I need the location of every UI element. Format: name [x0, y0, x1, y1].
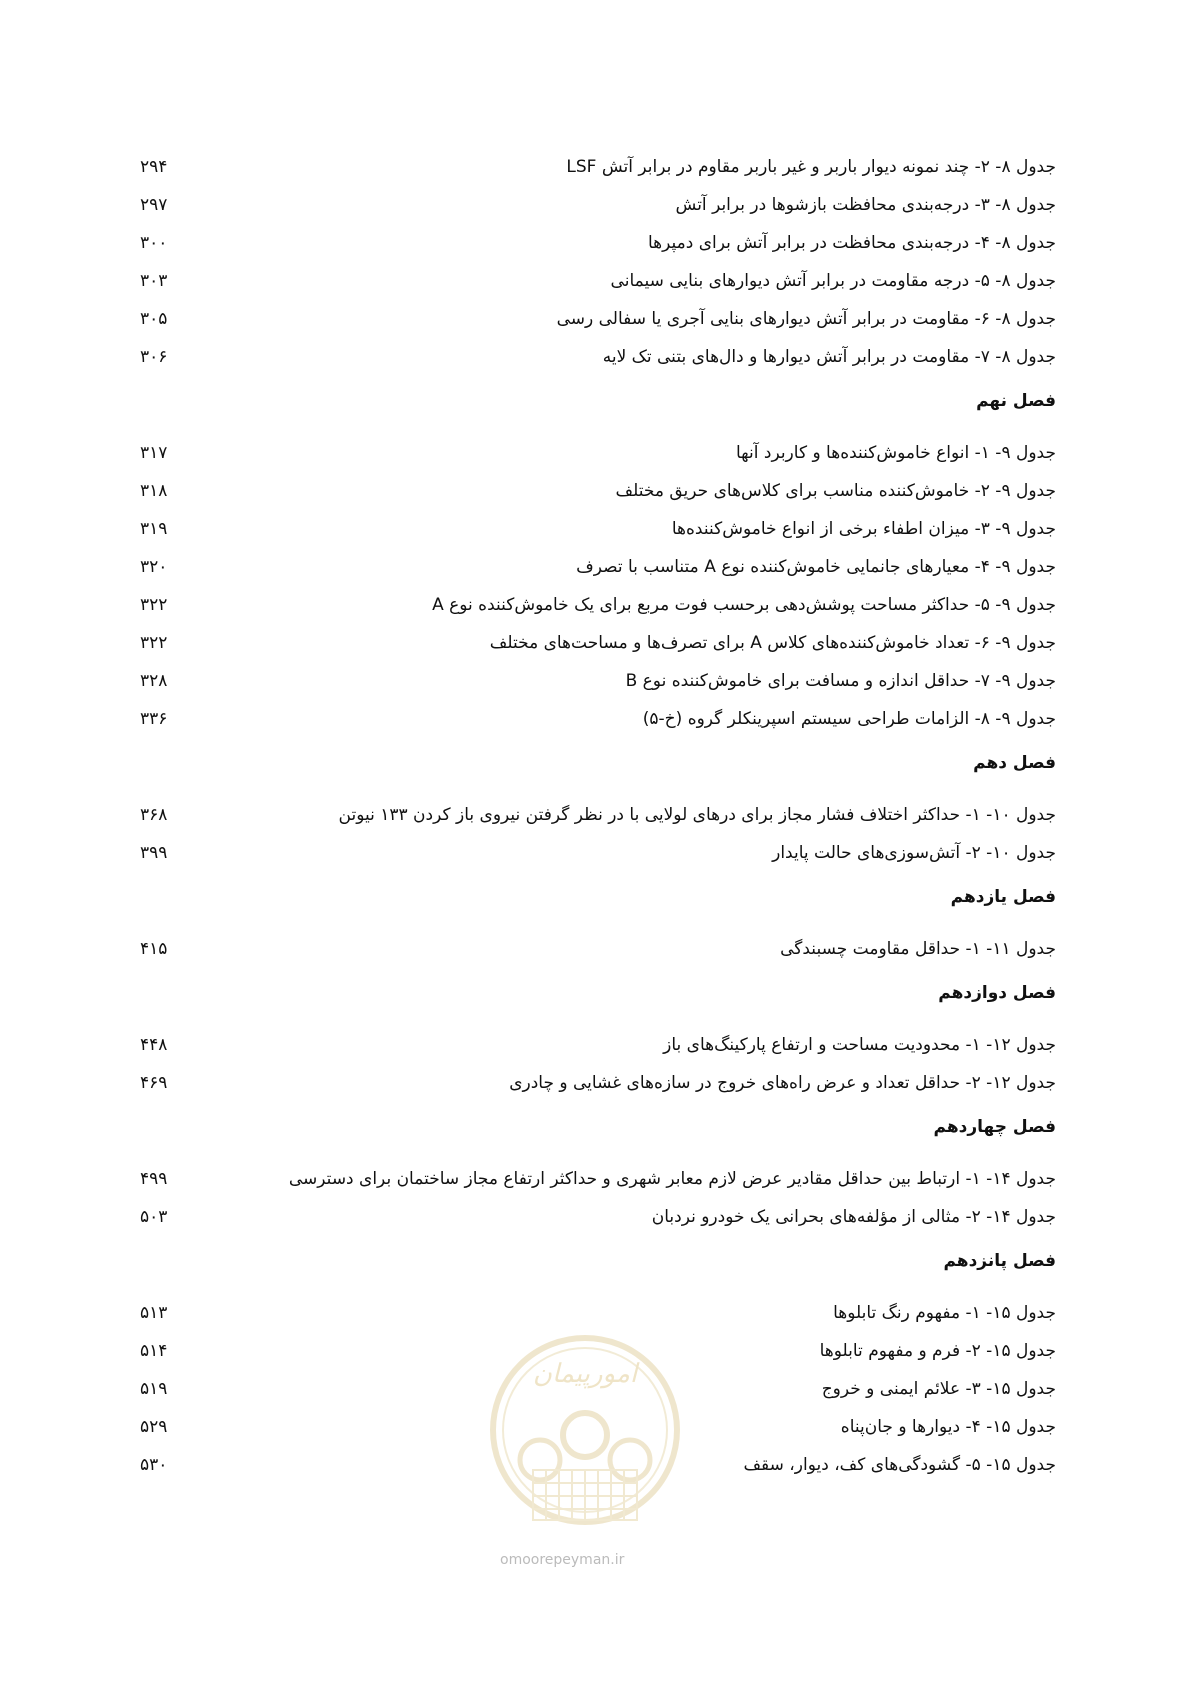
toc-entry-page: ۲۹۷ — [140, 195, 168, 215]
toc-entry-title: جدول ۸- ۲- چند نمونه دیوار باربر و غیر باربر مقاوم در برابر آتش LSF — [566, 157, 1056, 177]
toc-entry[interactable] — [140, 472, 1056, 510]
toc-entry[interactable] — [140, 930, 1056, 968]
toc-entry-page: ۲۹۴ — [140, 157, 168, 177]
toc-entry-title: جدول ۹- ۲- خاموش‌کننده مناسب برای کلاس‌های حریق مختلف — [615, 481, 1056, 501]
toc-entry-page: ۳۲۰ — [140, 557, 168, 577]
toc-entry-title: جدول ۸- ۳- درجه‌بندی محافظت بازشوها در برابر آتش — [675, 195, 1056, 215]
toc-entry-page: ۳۳۶ — [140, 709, 168, 729]
toc-entry[interactable] — [140, 510, 1056, 548]
toc-entry-title: جدول ۹- ۵- حداکثر مساحت پوشش‌دهی برحسب فوت مربع برای یک خاموش‌کننده نوع A — [432, 595, 1056, 615]
toc-section — [140, 744, 1056, 872]
toc-entry[interactable] — [140, 224, 1056, 262]
toc-entry-page: ۳۰۳ — [140, 271, 168, 291]
toc-entry-title: جدول ۹- ۱- انواع خاموش‌کننده‌ها و کاربرد آنها — [736, 443, 1056, 463]
svg-text:امورپیمان: امورپیمان — [532, 1359, 638, 1389]
toc-entry[interactable] — [140, 834, 1056, 872]
toc-entry[interactable] — [140, 300, 1056, 338]
watermark-url: omoorepeyman.ir — [500, 1552, 625, 1568]
toc-entry[interactable] — [140, 1064, 1056, 1102]
toc-entry-page: ۵۱۴ — [140, 1341, 168, 1361]
toc-entry-title: جدول ۱۴- ۲- مثالی از مؤلفه‌های بحرانی یک خودرو نردبان — [651, 1207, 1056, 1227]
toc-entry-title: جدول ۹- ۳- میزان اطفاء برخی از انواع خاموش‌کننده‌ها — [671, 519, 1056, 539]
toc-entry-page: ۳۲۲ — [140, 633, 168, 653]
toc-entry[interactable] — [140, 1026, 1056, 1064]
toc-entry-title: جدول ۸- ۶- مقاومت در برابر آتش دیوارهای بنایی آجری یا سفالی رسی — [556, 309, 1056, 329]
toc-entry-page: ۳۰۰ — [140, 233, 168, 253]
toc-entry-title: جدول ۱۵- ۳- علائم ایمنی و خروج — [821, 1379, 1056, 1399]
toc-entry-page: ۴۱۵ — [140, 939, 168, 959]
toc-section — [140, 878, 1056, 968]
toc-entry[interactable] — [140, 1198, 1056, 1236]
toc-entry-title: جدول ۹- ۴- معیارهای جانمایی خاموش‌کننده نوع A متناسب با تصرف — [576, 557, 1056, 577]
toc-entry-title: جدول ۱۵- ۵- گشودگی‌های کف، دیوار، سقف — [743, 1455, 1056, 1475]
toc-entry-title: جدول ۱۵- ۲- فرم و مفهوم تابلوها — [819, 1341, 1056, 1361]
toc-entry[interactable] — [140, 338, 1056, 376]
toc-entry-page: ۳۱۹ — [140, 519, 168, 539]
toc-entry-page: ۳۲۲ — [140, 595, 168, 615]
toc-entry[interactable] — [140, 548, 1056, 586]
toc-entry-title: جدول ۹- ۶- تعداد خاموش‌کننده‌های کلاس A برای تصرف‌ها و مساحت‌های مختلف — [489, 633, 1056, 653]
toc-entry-page: ۵۱۹ — [140, 1379, 168, 1399]
toc-entry[interactable] — [140, 434, 1056, 472]
toc-entry-title: جدول ۹- ۸- الزامات طراحی سیستم اسپرینکلر گروه (خ-۵) — [642, 709, 1056, 729]
toc-entry[interactable] — [140, 1160, 1056, 1198]
chapter-heading: فصل دوازدهم — [938, 983, 1056, 1003]
toc-entry-title: جدول ۱۰- ۱- حداکثر اختلاف فشار مجاز برای درهای لولایی با در نظر گرفتن نیروی باز کردن ۱۳۳ نیوتن — [338, 805, 1056, 825]
toc-entry-page: ۴۴۸ — [140, 1035, 168, 1055]
toc-entry-page: ۳۱۸ — [140, 481, 168, 501]
toc-entry-title: جدول ۸- ۴- درجه‌بندی محافظت در برابر آتش برای دمپرها — [647, 233, 1056, 253]
toc-entry-page: ۵۱۳ — [140, 1303, 168, 1323]
chapter-heading: فصل دهم — [973, 753, 1056, 773]
toc-entry-page: ۳۶۸ — [140, 805, 168, 825]
toc-entry[interactable] — [140, 796, 1056, 834]
toc-entry-title: جدول ۱۲- ۱- محدودیت مساحت و ارتفاع پارکینگ‌های باز — [663, 1035, 1056, 1055]
chapter-heading: فصل یازدهم — [950, 887, 1056, 907]
toc-entry-title: جدول ۱۵- ۱- مفهوم رنگ تابلوها — [833, 1303, 1056, 1323]
toc-entry-title: جدول ۸- ۷- مقاومت در برابر آتش دیوارها و دال‌های بتنی تک لایه — [602, 347, 1056, 367]
toc-entry-page: ۳۰۵ — [140, 309, 168, 329]
toc-entry[interactable] — [140, 262, 1056, 300]
toc-entry[interactable] — [140, 624, 1056, 662]
toc-entry-page: ۵۳۰ — [140, 1455, 168, 1475]
toc-entry-page: ۳۱۷ — [140, 443, 168, 463]
toc-entry-title: جدول ۱۰- ۲- آتش‌سوزی‌های حالت پایدار — [772, 843, 1056, 863]
table-of-contents — [140, 148, 1056, 1484]
toc-entry-title: جدول ۱۲- ۲- حداقل تعداد و عرض راه‌های خروج در سازه‌های غشایی و چادری — [509, 1073, 1056, 1093]
toc-entry-title: جدول ۱۴- ۱- ارتباط بین حداقل مقادیر عرض لازم معابر شهری و حداکثر ارتفاع مجاز ساختمان برای دسترسی — [288, 1169, 1056, 1189]
toc-entry[interactable] — [140, 586, 1056, 624]
toc-entry[interactable] — [140, 186, 1056, 224]
toc-section — [140, 382, 1056, 738]
toc-entry-page: ۴۶۹ — [140, 1073, 168, 1093]
toc-entry[interactable] — [140, 148, 1056, 186]
toc-entry[interactable] — [140, 700, 1056, 738]
chapter-heading: فصل نهم — [976, 391, 1056, 411]
chapter-heading: فصل پانزدهم — [943, 1251, 1056, 1271]
watermark-seal-logo — [485, 1320, 685, 1570]
toc-entry-page: ۴۹۹ — [140, 1169, 168, 1189]
toc-entry[interactable] — [140, 662, 1056, 700]
toc-entry-page: ۳۹۹ — [140, 843, 168, 863]
toc-entry-title: جدول ۹- ۷- حداقل اندازه و مسافت برای خاموش‌کننده نوع B — [625, 671, 1056, 691]
toc-entry-page: ۵۰۳ — [140, 1207, 168, 1227]
toc-entry-title: جدول ۸- ۵- درجه مقاومت در برابر آتش دیوارهای بنایی سیمانی — [610, 271, 1056, 291]
toc-entry-title: جدول ۱۱- ۱- حداقل مقاومت چسبندگی — [780, 939, 1056, 959]
toc-section — [140, 974, 1056, 1102]
toc-section — [140, 148, 1056, 376]
toc-entry-page: ۳۰۶ — [140, 347, 168, 367]
chapter-heading: فصل چهاردهم — [933, 1117, 1056, 1137]
toc-entry-title: جدول ۱۵- ۴- دیوارها و جان‌پناه — [840, 1417, 1056, 1437]
toc-section — [140, 1108, 1056, 1236]
toc-entry-page: ۳۲۸ — [140, 671, 168, 691]
toc-entry-page: ۵۲۹ — [140, 1417, 168, 1437]
